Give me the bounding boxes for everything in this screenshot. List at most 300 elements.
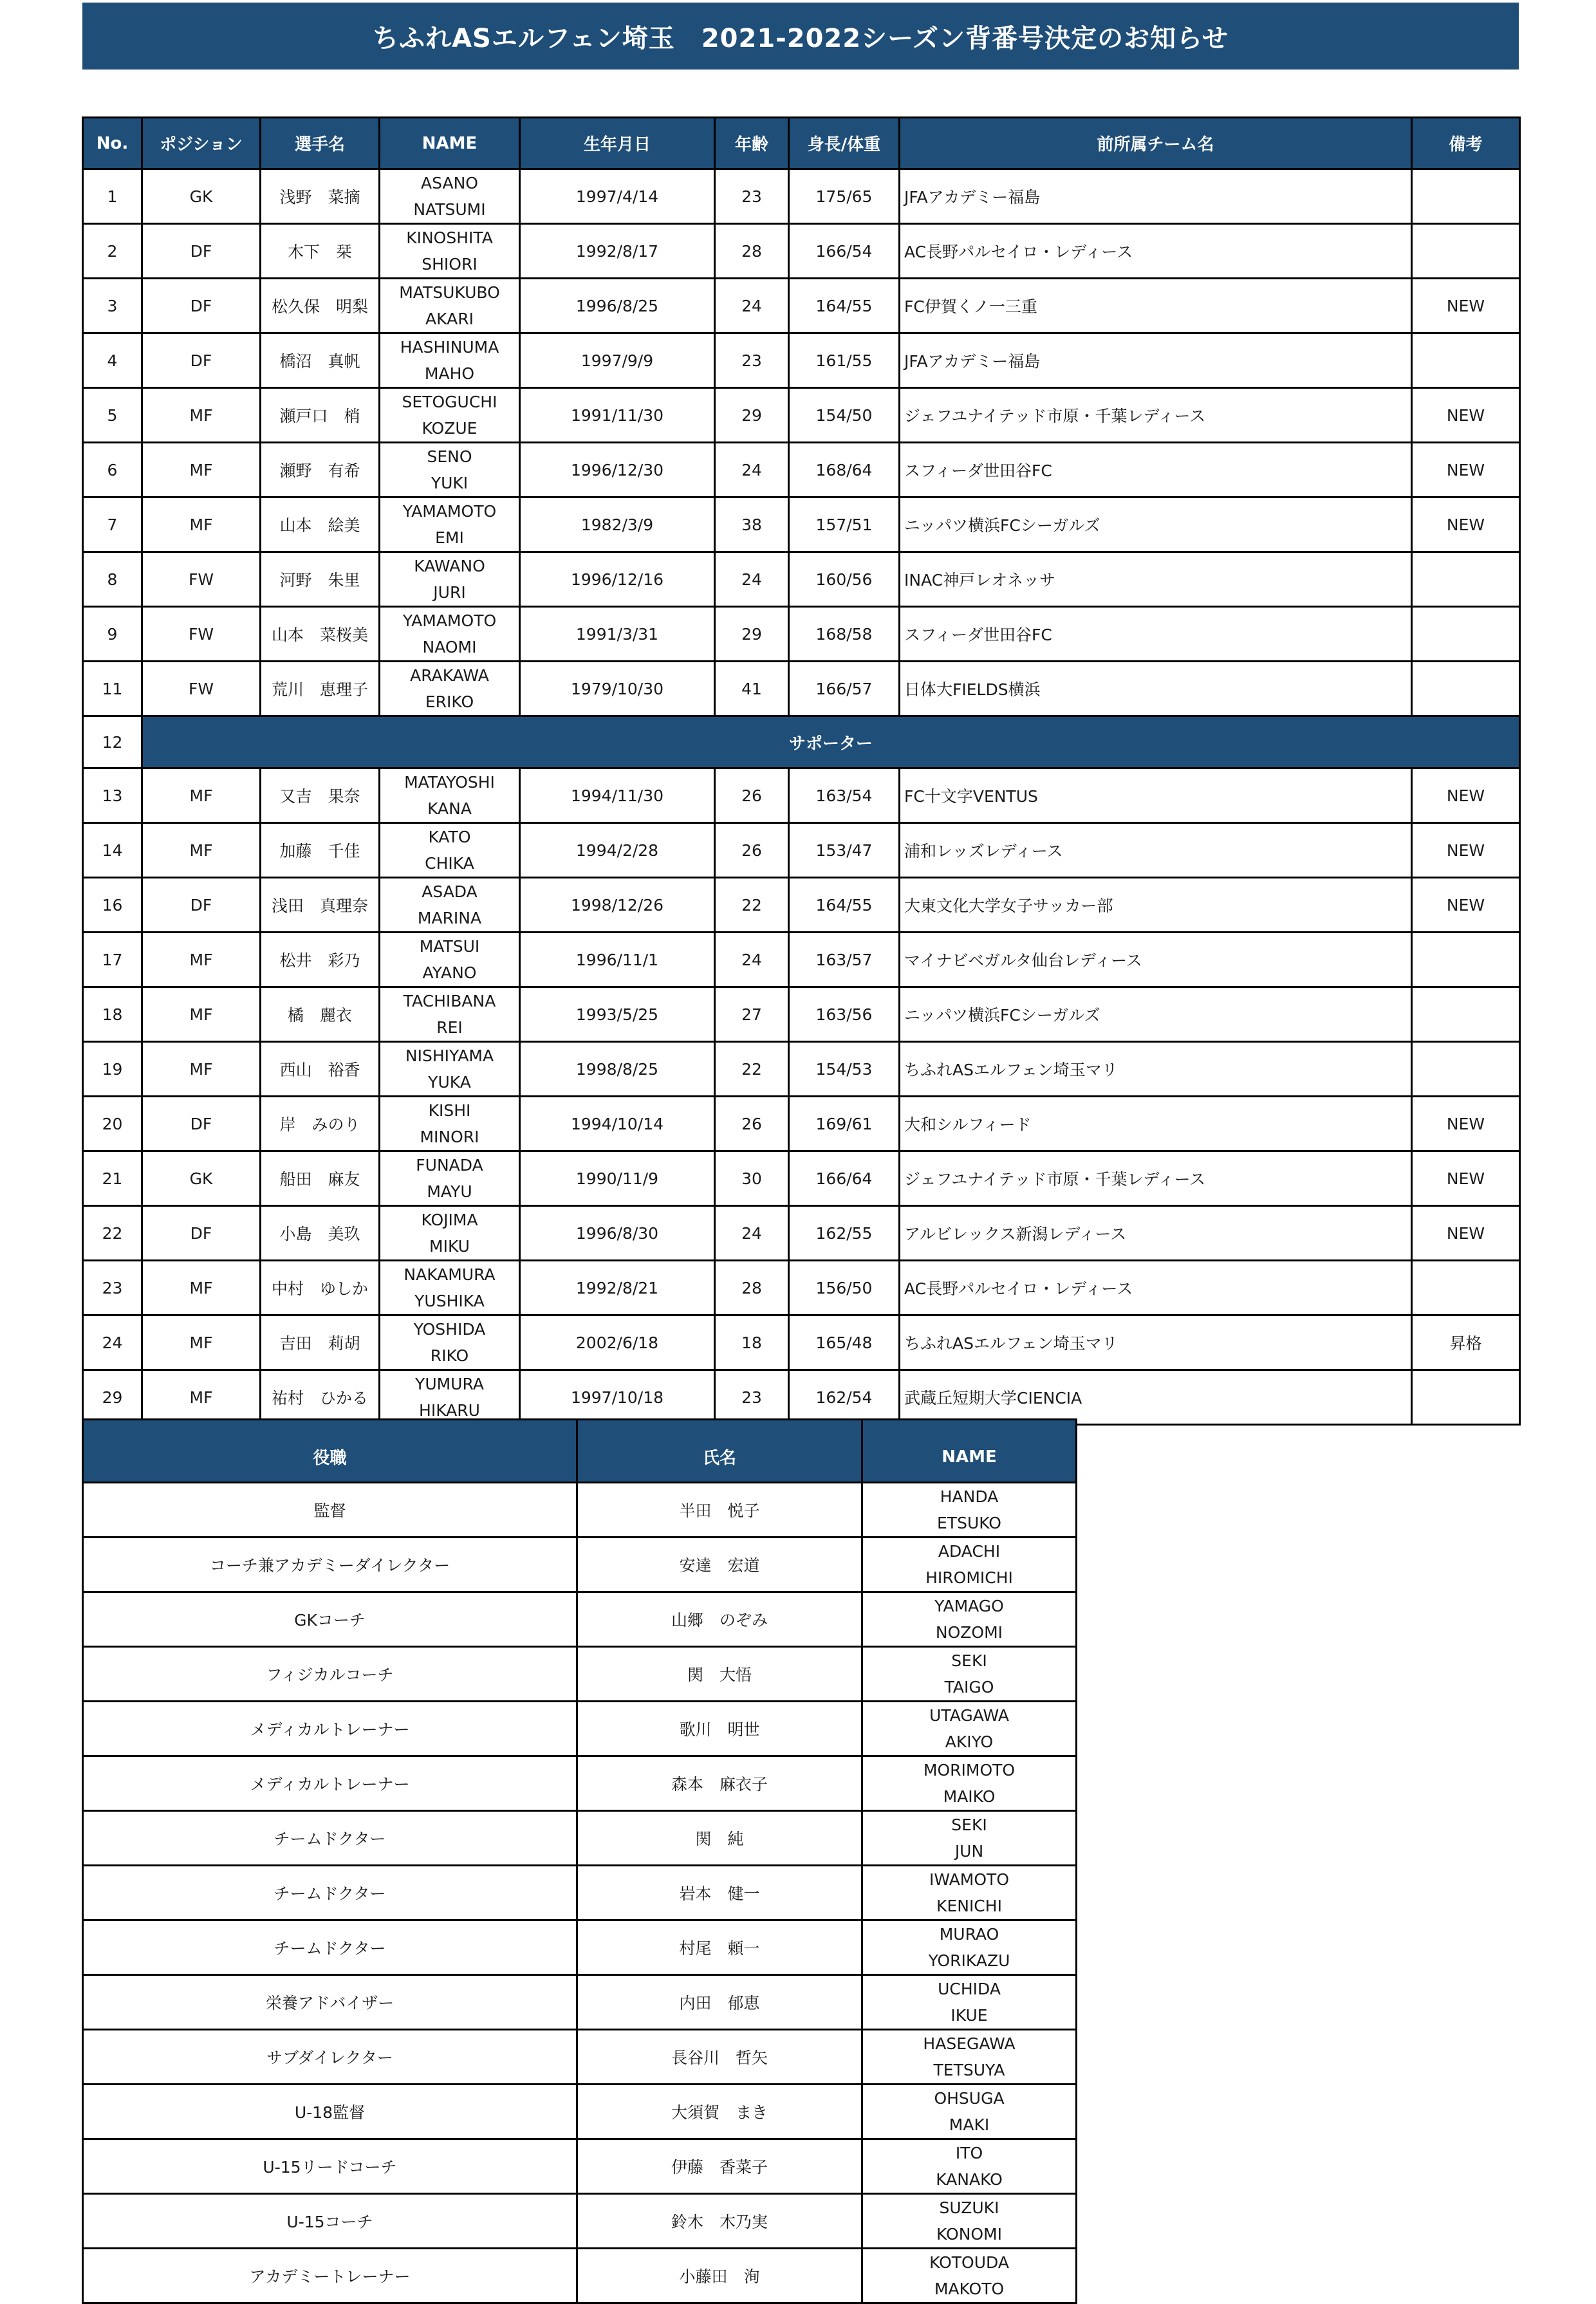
player-name-jp: 西山 裕香 xyxy=(261,1042,380,1097)
supporter-number: 12 xyxy=(83,716,142,768)
name-line-1: SEKI xyxy=(951,1816,987,1834)
player-previous-club: AC長野パルセイロ・レディース xyxy=(900,224,1412,279)
player-age: 24 xyxy=(715,552,789,607)
staff-name-en xyxy=(862,1975,1077,2030)
staff-name-en xyxy=(862,1702,1077,1756)
player-height-weight: 156/50 xyxy=(789,1261,900,1315)
player-number: 5 xyxy=(83,388,142,443)
name-line-2: TAIGO xyxy=(944,1678,994,1696)
name-line-2: MAKI xyxy=(949,2115,990,2134)
name-line-1: SETOGUCHI xyxy=(402,393,497,411)
staff-row xyxy=(83,1702,1077,1756)
staff-name-en xyxy=(862,2030,1077,2085)
player-note: NEW xyxy=(1412,823,1520,878)
name-line-1: HANDA xyxy=(940,1487,999,1506)
name-line-1: UTAGAWA xyxy=(929,1706,1009,1725)
player-name-en xyxy=(380,169,520,224)
player-name-en xyxy=(380,1370,520,1425)
name-line-2: YUSHIKA xyxy=(414,1292,485,1310)
player-height-weight: 160/56 xyxy=(789,552,900,607)
staff-row xyxy=(83,2194,1077,2249)
player-position: FW xyxy=(142,662,261,716)
supporter-label: サポーター xyxy=(142,716,1520,768)
player-note xyxy=(1412,333,1520,388)
player-row xyxy=(83,768,1520,823)
player-dob: 1991/3/31 xyxy=(520,607,715,662)
name-line-2: KOZUE xyxy=(422,419,478,438)
player-number: 14 xyxy=(83,823,142,878)
player-row xyxy=(83,279,1520,333)
player-name-jp: 岸 みのり xyxy=(261,1097,380,1151)
staff-row xyxy=(83,2139,1077,2194)
player-dob: 1979/10/30 xyxy=(520,662,715,716)
player-position: MF xyxy=(142,1261,261,1315)
col-header-name-en: NAME xyxy=(380,118,520,169)
player-height-weight: 165/48 xyxy=(789,1315,900,1370)
name-line-2: ERIKO xyxy=(425,692,474,711)
name-line-1: ASADA xyxy=(422,882,478,901)
staff-row xyxy=(83,1483,1077,1538)
name-line-1: NAKAMURA xyxy=(404,1265,496,1284)
player-age: 24 xyxy=(715,279,789,333)
player-position: MF xyxy=(142,823,261,878)
col-header-staff-name-en: NAME xyxy=(862,1420,1077,1483)
col-header-age: 年齢 xyxy=(715,118,789,169)
player-position: DF xyxy=(142,1206,261,1261)
player-height-weight: 162/55 xyxy=(789,1206,900,1261)
player-age: 30 xyxy=(715,1151,789,1206)
player-number: 8 xyxy=(83,552,142,607)
staff-name-jp: 安達 宏道 xyxy=(577,1538,862,1592)
player-note xyxy=(1412,662,1520,716)
player-note: 昇格 xyxy=(1412,1315,1520,1370)
player-age: 23 xyxy=(715,1370,789,1425)
player-previous-club: ニッパツ横浜FCシーガルズ xyxy=(900,987,1412,1042)
staff-role: 栄養アドバイザー xyxy=(83,1975,577,2030)
staff-name-en xyxy=(862,2139,1077,2194)
staff-role: U-18監督 xyxy=(83,2085,577,2139)
player-name-jp: 松久保 明梨 xyxy=(261,279,380,333)
staff-row xyxy=(83,2249,1077,2303)
player-position: MF xyxy=(142,1042,261,1097)
player-row xyxy=(83,987,1520,1042)
player-position: GK xyxy=(142,169,261,224)
player-name-en xyxy=(380,987,520,1042)
player-height-weight: 164/55 xyxy=(789,279,900,333)
col-header-position: ポジション xyxy=(142,118,261,169)
player-age: 41 xyxy=(715,662,789,716)
player-previous-club: FC伊賀くノ一三重 xyxy=(900,279,1412,333)
player-name-en xyxy=(380,1042,520,1097)
player-name-jp: 山本 絵美 xyxy=(261,497,380,552)
player-number: 17 xyxy=(83,933,142,987)
player-name-jp: 加藤 千佳 xyxy=(261,823,380,878)
player-number: 7 xyxy=(83,497,142,552)
player-position: MF xyxy=(142,987,261,1042)
staff-name-jp: 鈴木 木乃実 xyxy=(577,2194,862,2249)
name-line-2: REI xyxy=(436,1018,463,1037)
staff-role: メディカルトレーナー xyxy=(83,1702,577,1756)
player-previous-club: JFAアカデミー福島 xyxy=(900,333,1412,388)
player-row xyxy=(83,552,1520,607)
staff-name-jp: 村尾 頼一 xyxy=(577,1920,862,1975)
name-line-2: JURI xyxy=(433,583,466,602)
player-name-en xyxy=(380,1206,520,1261)
staff-name-jp: 内田 郁恵 xyxy=(577,1975,862,2030)
staff-row xyxy=(83,1975,1077,2030)
player-position: DF xyxy=(142,878,261,933)
player-height-weight: 154/50 xyxy=(789,388,900,443)
player-age: 22 xyxy=(715,1042,789,1097)
player-name-jp: 浅田 真理奈 xyxy=(261,878,380,933)
player-previous-club: ジェフユナイテッド市原・千葉レディース xyxy=(900,388,1412,443)
name-line-1: ADACHI xyxy=(938,1542,1001,1561)
name-line-2: JUN xyxy=(954,1842,984,1861)
player-note: NEW xyxy=(1412,388,1520,443)
player-roster-table xyxy=(82,116,1521,1426)
staff-header-row xyxy=(83,1420,1077,1483)
player-dob: 1982/3/9 xyxy=(520,497,715,552)
col-header-previous-club: 前所属チーム名 xyxy=(900,118,1412,169)
staff-name-jp: 大須賀 まき xyxy=(577,2085,862,2139)
player-previous-club: INAC神戸レオネッサ xyxy=(900,552,1412,607)
player-previous-club: 大和シルフィード xyxy=(900,1097,1412,1151)
staff-name-en xyxy=(862,1756,1077,1811)
player-dob: 1996/8/30 xyxy=(520,1206,715,1261)
player-number: 22 xyxy=(83,1206,142,1261)
player-age: 38 xyxy=(715,497,789,552)
name-line-1: MATSUKUBO xyxy=(399,283,500,302)
name-line-2: SHIORI xyxy=(422,255,478,274)
name-line-1: MORIMOTO xyxy=(923,1761,1016,1779)
player-dob: 1992/8/17 xyxy=(520,224,715,279)
staff-name-jp: 小藤田 洵 xyxy=(577,2249,862,2303)
player-number: 29 xyxy=(83,1370,142,1425)
player-position: MF xyxy=(142,768,261,823)
player-number: 6 xyxy=(83,443,142,497)
player-age: 28 xyxy=(715,224,789,279)
player-number: 18 xyxy=(83,987,142,1042)
staff-table xyxy=(82,1418,1077,2304)
name-line-1: YUMURA xyxy=(415,1375,484,1393)
name-line-2: YUKI xyxy=(431,474,469,492)
player-dob: 1992/8/21 xyxy=(520,1261,715,1315)
staff-name-en xyxy=(862,1538,1077,1592)
name-line-1: SUZUKI xyxy=(939,2198,999,2217)
player-name-jp: 小島 美玖 xyxy=(261,1206,380,1261)
player-height-weight: 163/54 xyxy=(789,768,900,823)
name-line-1: TACHIBANA xyxy=(403,992,496,1010)
staff-name-en xyxy=(862,1592,1077,1647)
staff-row xyxy=(83,1647,1077,1702)
name-line-1: HASEGAWA xyxy=(923,2034,1016,2053)
player-number: 3 xyxy=(83,279,142,333)
staff-name-jp: 森本 麻衣子 xyxy=(577,1756,862,1811)
player-age: 28 xyxy=(715,1261,789,1315)
player-name-jp: 山本 菜桜美 xyxy=(261,607,380,662)
player-name-jp: 浅野 菜摘 xyxy=(261,169,380,224)
player-previous-club: 日体大FIELDS横浜 xyxy=(900,662,1412,716)
player-height-weight: 175/65 xyxy=(789,169,900,224)
staff-row xyxy=(83,1811,1077,1866)
player-note xyxy=(1412,1261,1520,1315)
name-line-1: OHSUGA xyxy=(934,2089,1005,2108)
player-note: NEW xyxy=(1412,878,1520,933)
player-row xyxy=(83,169,1520,224)
name-line-1: FUNADA xyxy=(416,1156,483,1175)
player-position: GK xyxy=(142,1151,261,1206)
player-dob: 1996/12/30 xyxy=(520,443,715,497)
player-height-weight: 157/51 xyxy=(789,497,900,552)
staff-name-jp: 岩本 健一 xyxy=(577,1866,862,1920)
player-name-en xyxy=(380,878,520,933)
player-name-jp: 瀬野 有希 xyxy=(261,443,380,497)
name-line-2: ETSUKO xyxy=(937,1514,1001,1532)
staff-name-jp: 関 純 xyxy=(577,1811,862,1866)
player-name-jp: 瀬戸口 梢 xyxy=(261,388,380,443)
player-note: NEW xyxy=(1412,1097,1520,1151)
player-row xyxy=(83,388,1520,443)
player-row xyxy=(83,662,1520,716)
name-line-2: MIKU xyxy=(429,1237,470,1256)
player-dob: 1994/2/28 xyxy=(520,823,715,878)
player-name-en xyxy=(380,933,520,987)
name-line-1: ITO xyxy=(955,2144,983,2162)
player-height-weight: 162/54 xyxy=(789,1370,900,1425)
player-previous-club: ジェフユナイテッド市原・千葉レディース xyxy=(900,1151,1412,1206)
player-position: MF xyxy=(142,1315,261,1370)
player-note xyxy=(1412,1370,1520,1425)
player-note xyxy=(1412,224,1520,279)
player-name-en xyxy=(380,1151,520,1206)
staff-name-en xyxy=(862,1647,1077,1702)
name-line-2: TETSUYA xyxy=(933,2061,1005,2079)
player-row xyxy=(83,443,1520,497)
staff-role: U-15コーチ xyxy=(83,2194,577,2249)
staff-name-jp: 伊藤 香菜子 xyxy=(577,2139,862,2194)
player-name-en xyxy=(380,662,520,716)
player-previous-club: スフィーダ世田谷FC xyxy=(900,607,1412,662)
name-line-2: YORIKAZU xyxy=(928,1951,1010,1970)
name-line-1: YOSHIDA xyxy=(413,1320,486,1339)
staff-row xyxy=(83,1920,1077,1975)
player-note: NEW xyxy=(1412,443,1520,497)
player-name-en xyxy=(380,1261,520,1315)
player-name-en xyxy=(380,279,520,333)
name-line-1: HASHINUMA xyxy=(400,338,499,357)
player-name-en xyxy=(380,1097,520,1151)
player-name-en xyxy=(380,497,520,552)
staff-role: サブダイレクター xyxy=(83,2030,577,2085)
player-previous-club: JFAアカデミー福島 xyxy=(900,169,1412,224)
name-line-1: IWAMOTO xyxy=(929,1870,1010,1889)
player-dob: 1996/8/25 xyxy=(520,279,715,333)
col-header-dob: 生年月日 xyxy=(520,118,715,169)
player-row xyxy=(83,1097,1520,1151)
player-row xyxy=(83,224,1520,279)
player-name-en xyxy=(380,823,520,878)
player-dob: 2002/6/18 xyxy=(520,1315,715,1370)
staff-row xyxy=(83,1538,1077,1592)
staff-name-jp: 長谷川 哲矢 xyxy=(577,2030,862,2085)
player-name-en xyxy=(380,1315,520,1370)
player-note: NEW xyxy=(1412,279,1520,333)
name-line-2: AKIYO xyxy=(945,1733,994,1751)
player-number: 20 xyxy=(83,1097,142,1151)
player-name-jp: 祐村 ひかる xyxy=(261,1370,380,1425)
player-number: 9 xyxy=(83,607,142,662)
player-age: 27 xyxy=(715,987,789,1042)
player-position: MF xyxy=(142,1370,261,1425)
player-previous-club: AC長野パルセイロ・レディース xyxy=(900,1261,1412,1315)
name-line-2: HIROMICHI xyxy=(925,1568,1013,1587)
name-line-1: KOJIMA xyxy=(421,1211,478,1229)
player-previous-club: マイナビベガルタ仙台レディース xyxy=(900,933,1412,987)
staff-row xyxy=(83,1756,1077,1811)
player-position: MF xyxy=(142,933,261,987)
staff-body xyxy=(83,1483,1077,2303)
player-previous-club: 浦和レッズレディース xyxy=(900,823,1412,878)
staff-row xyxy=(83,1866,1077,1920)
staff-name-jp: 半田 悦子 xyxy=(577,1483,862,1538)
player-number: 23 xyxy=(83,1261,142,1315)
name-line-2: NOZOMI xyxy=(935,1623,1003,1642)
player-dob: 1991/11/30 xyxy=(520,388,715,443)
player-row xyxy=(83,1042,1520,1097)
player-note xyxy=(1412,607,1520,662)
player-number: 2 xyxy=(83,224,142,279)
player-dob: 1997/10/18 xyxy=(520,1370,715,1425)
player-dob: 1996/11/1 xyxy=(520,933,715,987)
name-line-2: MAYU xyxy=(427,1182,472,1201)
name-line-2: MAHO xyxy=(424,364,475,383)
player-previous-club: ちふれASエルフェン埼玉マリ xyxy=(900,1315,1412,1370)
player-dob: 1998/12/26 xyxy=(520,878,715,933)
col-header-notes: 備考 xyxy=(1412,118,1520,169)
name-line-1: YAMAGO xyxy=(934,1597,1004,1615)
player-height-weight: 166/57 xyxy=(789,662,900,716)
player-height-weight: 161/55 xyxy=(789,333,900,388)
player-dob: 1997/9/9 xyxy=(520,333,715,388)
name-line-1: ARAKAWA xyxy=(410,666,489,685)
name-line-1: KATO xyxy=(428,828,471,846)
name-line-2: NATSUMI xyxy=(413,200,486,219)
staff-role: アカデミートレーナー xyxy=(83,2249,577,2303)
player-name-jp: 河野 朱里 xyxy=(261,552,380,607)
staff-name-en xyxy=(862,1866,1077,1920)
name-line-1: MATAYOSHI xyxy=(404,773,495,792)
player-height-weight: 168/58 xyxy=(789,607,900,662)
staff-name-en xyxy=(862,2085,1077,2139)
player-number: 16 xyxy=(83,878,142,933)
player-note xyxy=(1412,987,1520,1042)
player-name-jp: 又吉 果奈 xyxy=(261,768,380,823)
player-dob: 1994/11/30 xyxy=(520,768,715,823)
name-line-2: MAKOTO xyxy=(934,2280,1005,2298)
staff-name-jp: 歌川 明世 xyxy=(577,1702,862,1756)
player-position: DF xyxy=(142,279,261,333)
staff-role: 監督 xyxy=(83,1483,577,1538)
name-line-1: MATSUI xyxy=(419,937,480,956)
name-line-2: RIKO xyxy=(430,1346,469,1365)
staff-role: U-15リードコーチ xyxy=(83,2139,577,2194)
player-dob: 1994/10/14 xyxy=(520,1097,715,1151)
player-name-jp: 荒川 恵理子 xyxy=(261,662,380,716)
player-previous-club: アルビレックス新潟レディース xyxy=(900,1206,1412,1261)
player-position: DF xyxy=(142,224,261,279)
player-age: 26 xyxy=(715,768,789,823)
player-position: FW xyxy=(142,607,261,662)
col-header-role: 役職 xyxy=(83,1420,577,1483)
player-row xyxy=(83,823,1520,878)
roster-body-b xyxy=(83,768,1520,1425)
staff-role: GKコーチ xyxy=(83,1592,577,1647)
player-age: 23 xyxy=(715,169,789,224)
name-line-2: NAOMI xyxy=(422,638,477,656)
player-dob: 1993/5/25 xyxy=(520,987,715,1042)
player-row xyxy=(83,333,1520,388)
player-note: NEW xyxy=(1412,1206,1520,1261)
name-line-2: MAIKO xyxy=(943,1787,996,1806)
player-name-jp: 吉田 莉胡 xyxy=(261,1315,380,1370)
player-age: 22 xyxy=(715,878,789,933)
player-name-en xyxy=(380,607,520,662)
player-note xyxy=(1412,552,1520,607)
name-line-2: EMI xyxy=(435,528,464,547)
player-name-jp: 中村 ゆしか xyxy=(261,1261,380,1315)
name-line-2: HIKARU xyxy=(419,1401,480,1420)
player-position: MF xyxy=(142,497,261,552)
player-note xyxy=(1412,933,1520,987)
player-name-en xyxy=(380,333,520,388)
staff-role: チームドクター xyxy=(83,1866,577,1920)
player-height-weight: 164/55 xyxy=(789,878,900,933)
staff-role: コーチ兼アカデミーダイレクター xyxy=(83,1538,577,1592)
name-line-2: AKARI xyxy=(425,310,474,328)
player-dob: 1998/8/25 xyxy=(520,1042,715,1097)
name-line-1: ASANO xyxy=(421,174,478,192)
player-position: FW xyxy=(142,552,261,607)
staff-name-en xyxy=(862,2249,1077,2303)
player-height-weight: 154/53 xyxy=(789,1042,900,1097)
player-number: 19 xyxy=(83,1042,142,1097)
name-line-1: YAMAMOTO xyxy=(402,502,497,521)
supporter-row xyxy=(83,716,1520,768)
player-height-weight: 169/61 xyxy=(789,1097,900,1151)
player-note: NEW xyxy=(1412,1151,1520,1206)
name-line-2: KANA xyxy=(427,799,472,818)
name-line-1: SEKI xyxy=(951,1651,987,1670)
player-number: 11 xyxy=(83,662,142,716)
player-number: 13 xyxy=(83,768,142,823)
name-line-1: KOTOUDA xyxy=(929,2253,1009,2272)
player-age: 24 xyxy=(715,933,789,987)
player-name-jp: 船田 麻友 xyxy=(261,1151,380,1206)
player-name-en xyxy=(380,388,520,443)
name-line-2: MINORI xyxy=(420,1128,479,1146)
player-age: 29 xyxy=(715,607,789,662)
player-age: 24 xyxy=(715,443,789,497)
player-name-jp: 橋沼 真帆 xyxy=(261,333,380,388)
player-name-en xyxy=(380,768,520,823)
col-header-player-name: 選手名 xyxy=(261,118,380,169)
player-number: 1 xyxy=(83,169,142,224)
staff-name-en xyxy=(862,1483,1077,1538)
name-line-2: CHIKA xyxy=(425,854,474,873)
player-dob: 1997/4/14 xyxy=(520,169,715,224)
name-line-1: YAMAMOTO xyxy=(402,611,497,630)
staff-name-jp: 関 大悟 xyxy=(577,1647,862,1702)
